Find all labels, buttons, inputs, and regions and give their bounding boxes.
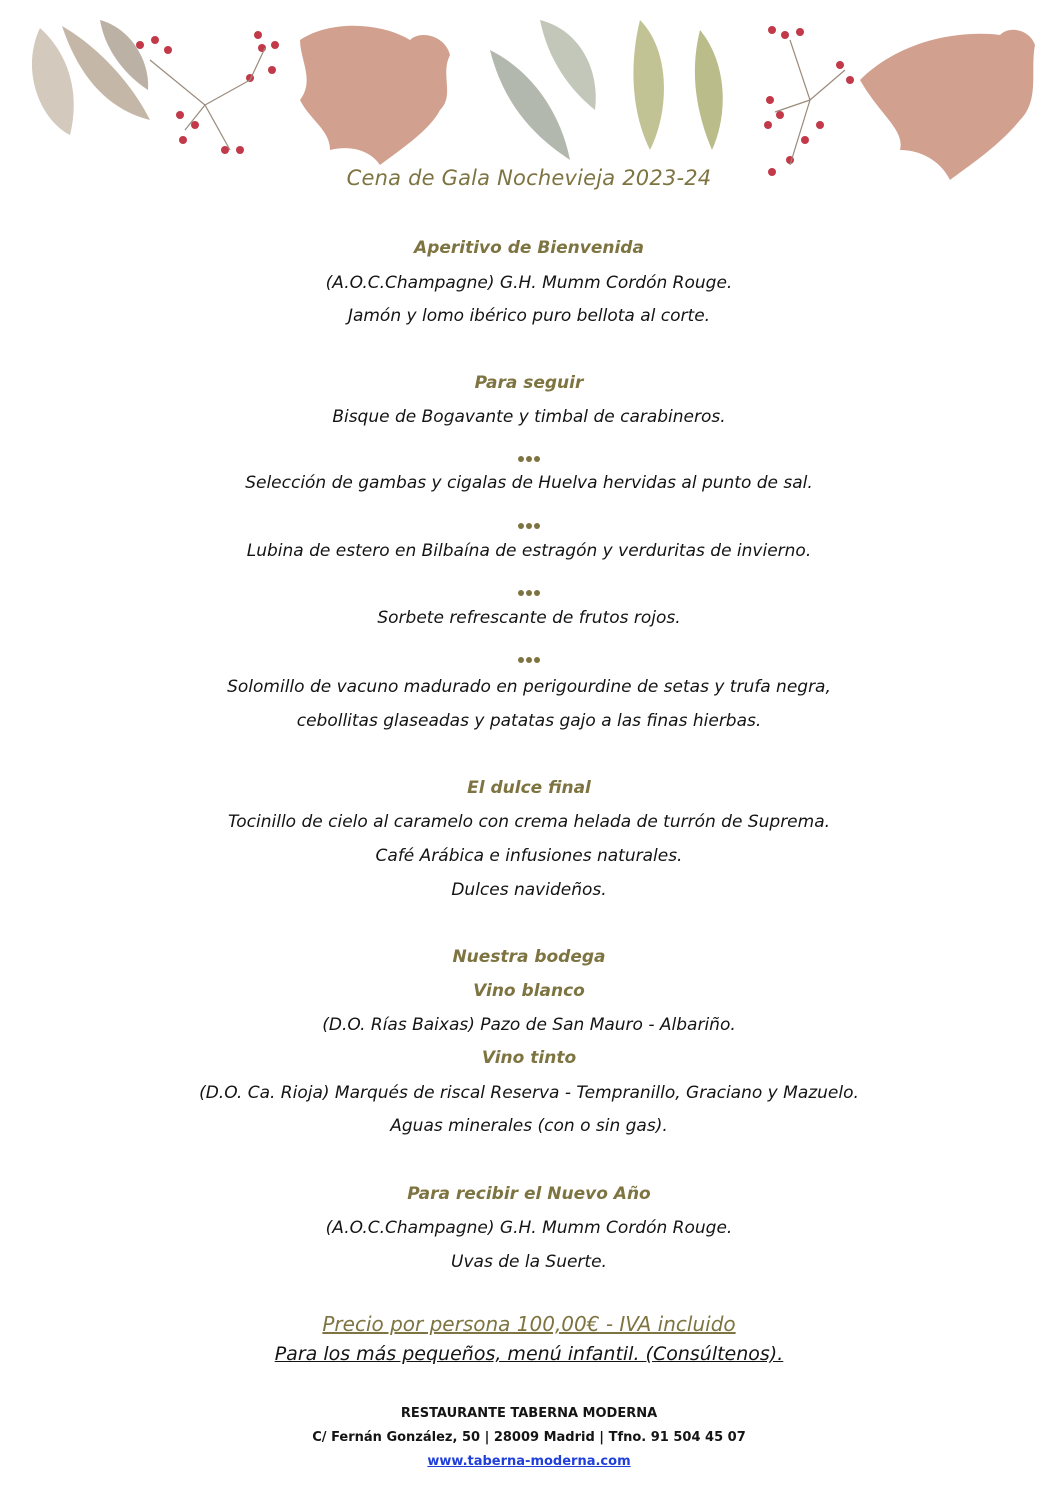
menu-item: Aguas minerales (con o sin gas). xyxy=(390,1116,668,1136)
section-heading: Para seguir xyxy=(474,373,584,393)
menu-item: (A.O.C.Champagne) G.H. Mumm Cordón Rouge. xyxy=(325,273,733,293)
separator-dots xyxy=(0,581,1058,593)
page-title: Cena de Gala Nochevieja 2023-24 xyxy=(346,166,712,190)
menu-item: Café Arábica e infusiones naturales. xyxy=(375,846,683,866)
menu-item: Uvas de la Suerte. xyxy=(451,1252,607,1272)
leaf-icon xyxy=(540,20,596,110)
menu-item: (A.O.C.Champagne) G.H. Mumm Cordón Rouge. xyxy=(325,1218,733,1238)
menu-item: (D.O. Rías Baixas) Pazo de San Mauro - Albariño. xyxy=(322,1015,736,1035)
section-heading: El dulce final xyxy=(467,778,591,798)
menu-item: Tocinillo de cielo al caramelo con crema helada de turrón de Suprema. xyxy=(227,812,831,832)
menu-item: Bisque de Bogavante y timbal de carabineros. xyxy=(332,407,726,427)
separator-dots xyxy=(0,648,1058,660)
section-subheading: Vino blanco xyxy=(473,981,585,1001)
separator-dots xyxy=(0,514,1058,526)
holly-leaf-icon xyxy=(860,30,1035,180)
section-subheading: Vino tinto xyxy=(481,1048,577,1068)
section-heading: Nuestra bodega xyxy=(452,947,606,967)
separator-dots xyxy=(0,447,1058,459)
menu-item: Lubina de estero en Bilbaína de estragón y verduritas de invierno. xyxy=(246,541,812,561)
section-heading: Para recibir el Nuevo Año xyxy=(407,1184,651,1204)
menu-item: (D.O. Ca. Rioja) Marqués de riscal Reserva - Tempranillo, Graciano y Mazuelo. xyxy=(199,1083,859,1103)
kids-menu-note: Para los más pequeños, menú infantil. (Consúltenos). xyxy=(274,1343,784,1365)
section-heading: Aperitivo de Bienvenida xyxy=(414,238,644,258)
berries-icon xyxy=(136,31,279,154)
leaf-icon xyxy=(32,28,74,135)
menu-item: Dulces navideños. xyxy=(451,880,607,900)
restaurant-address: C/ Fernán González, 50 | 28009 Madrid | Tfno. 91 504 45 07 xyxy=(312,1430,746,1445)
menu-item: Sorbete refrescante de frutos rojos. xyxy=(377,608,681,628)
menu-item: Solomillo de vacuno madurado en perigourdine de setas y trufa negra, xyxy=(227,677,831,697)
leaf-icon xyxy=(695,30,723,150)
berries-icon xyxy=(764,26,854,176)
menu-item: cebollitas glaseadas y patatas gajo a las finas hierbas. xyxy=(296,711,762,731)
menu-item: Jamón y lomo ibérico puro bellota al corte. xyxy=(347,306,711,326)
price-line: Precio por persona 100,00€ - IVA incluido xyxy=(322,1312,736,1336)
restaurant-name: RESTAURANTE TABERNA MODERNA xyxy=(400,1406,658,1421)
holly-leaf-icon xyxy=(300,26,450,165)
menu-item: Selección de gambas y cigalas de Huelva hervidas al punto de sal. xyxy=(245,473,813,493)
website-link[interactable]: www.taberna-moderna.com xyxy=(427,1454,631,1469)
leaf-icon xyxy=(633,20,664,150)
